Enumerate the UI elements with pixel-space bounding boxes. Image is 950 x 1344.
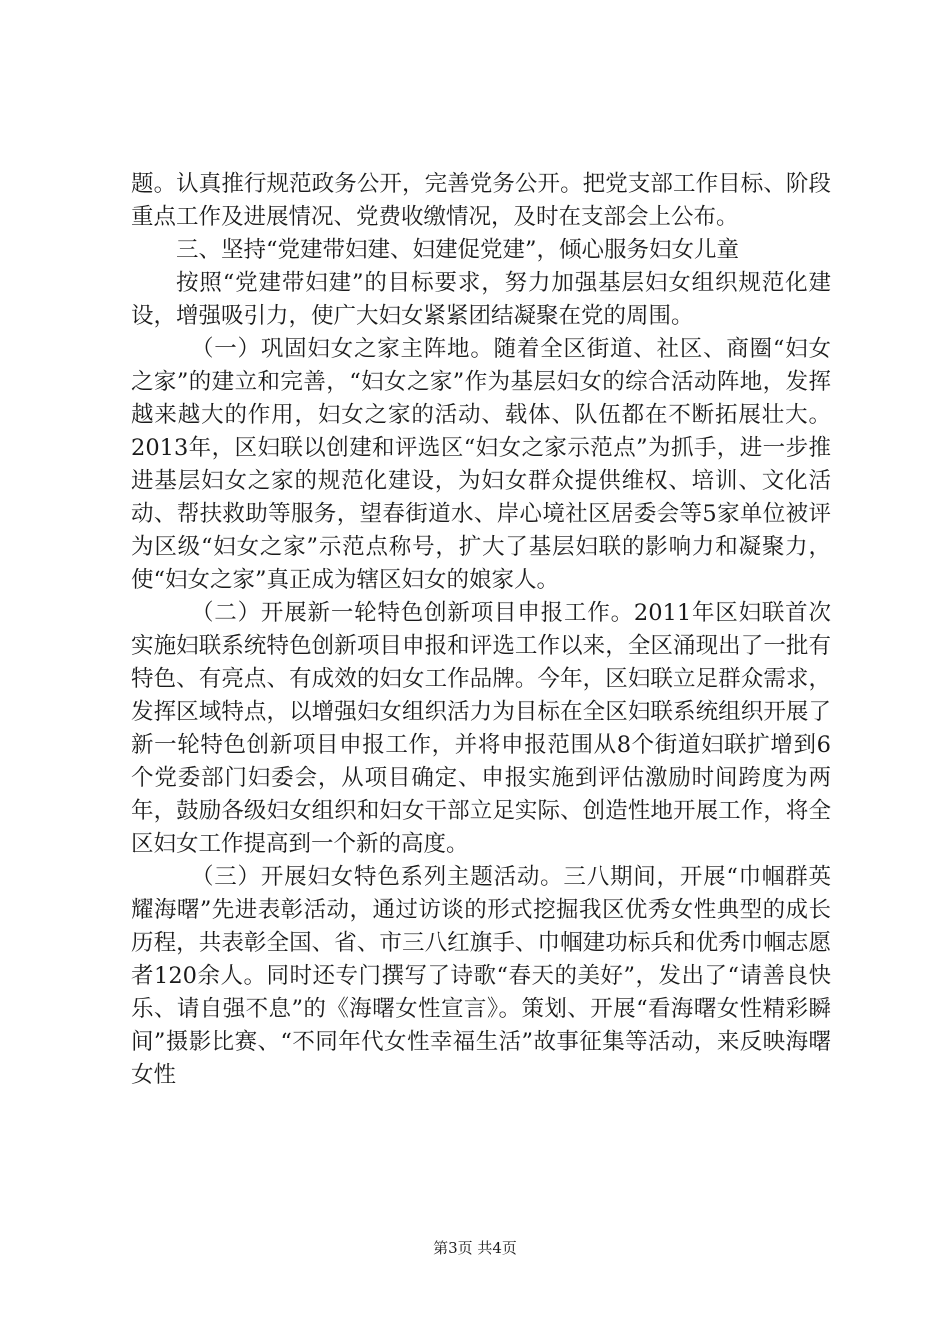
section-heading: 三、坚持“党建带妇建、妇建促党建”，倾心服务妇女儿童 [176,237,740,263]
paragraph-intro: 按照“党建带妇建”的目标要求，努力加强基层妇女组织规范化建设，增强吸引力，使广大妇女紧紧团结凝聚在党的周围。 [131,270,831,329]
paragraph-continuation: 题。认真推行规范政务公开，完善党务公开。把党支部工作目标、阶段重点工作及进展情况、党费收缴情况，及时在支部会上公布。 [131,171,831,230]
page-footer: 第3页 共4页 [433,1239,517,1257]
paragraph-item-2: （二）开展新一轮特色创新项目申报工作。2011年区妇联首次实施妇联系统特色创新项目申报和评选工作以来，全区涌现出了一批有特色、有亮点、有成效的妇女工作品牌。今年，区妇联立足群众需求，发挥区域特点，以增强妇女组织活力为目标在全区妇联系统组织开展了新一轮特色创新项目申报工作，并将申报范围从8个街道妇联扩增到6个党委部门妇委会，从项目确定、申报实施到评估激励时间跨度为两年，鼓励各级妇女组织和妇女干部立足实际、创造性地开展工作，将全区妇女工作提高到一个新的高度。 [131,600,831,857]
paragraph-item-1: （一）巩固妇女之家主阵地。随着全区街道、社区、商圈“妇女之家”的建立和完善，“妇女之家”作为基层妇女的综合活动阵地，发挥越来越大的作用，妇女之家的活动、载体、队伍都在不断拓展壮大。2013年，区妇联以创建和评选区“妇女之家示范点”为抓手，进一步推进基层妇女之家的规范化建设，为妇女群众提供维权、培训、文化活动、帮扶救助等服务，望春街道水、岸心境社区居委会等5家单位被评为区级“妇女之家”示范点称号，扩大了基层妇联的影响力和凝聚力，使“妇女之家”真正成为辖区妇女的娘家人。 [131,336,831,593]
paragraph-item-3: （三）开展妇女特色系列主题活动。三八期间，开展“巾帼群英耀海曙”先进表彰活动，通过访谈的形式挖掘我区优秀女性典型的成长历程，共表彰全国、省、市三八红旗手、巾帼建功标兵和优秀巾帼志愿者120余人。同时还专门撰写了诗歌“春天的美好”，发出了“请善良快乐、请自强不息”的《海曙女性宣言》。策划、开展“看海曙女性精彩瞬间”摄影比赛、“不同年代女性幸福生活”故事征集等活动，来反映海曙女性 [131,864,831,1088]
document-body [131,168,831,1092]
